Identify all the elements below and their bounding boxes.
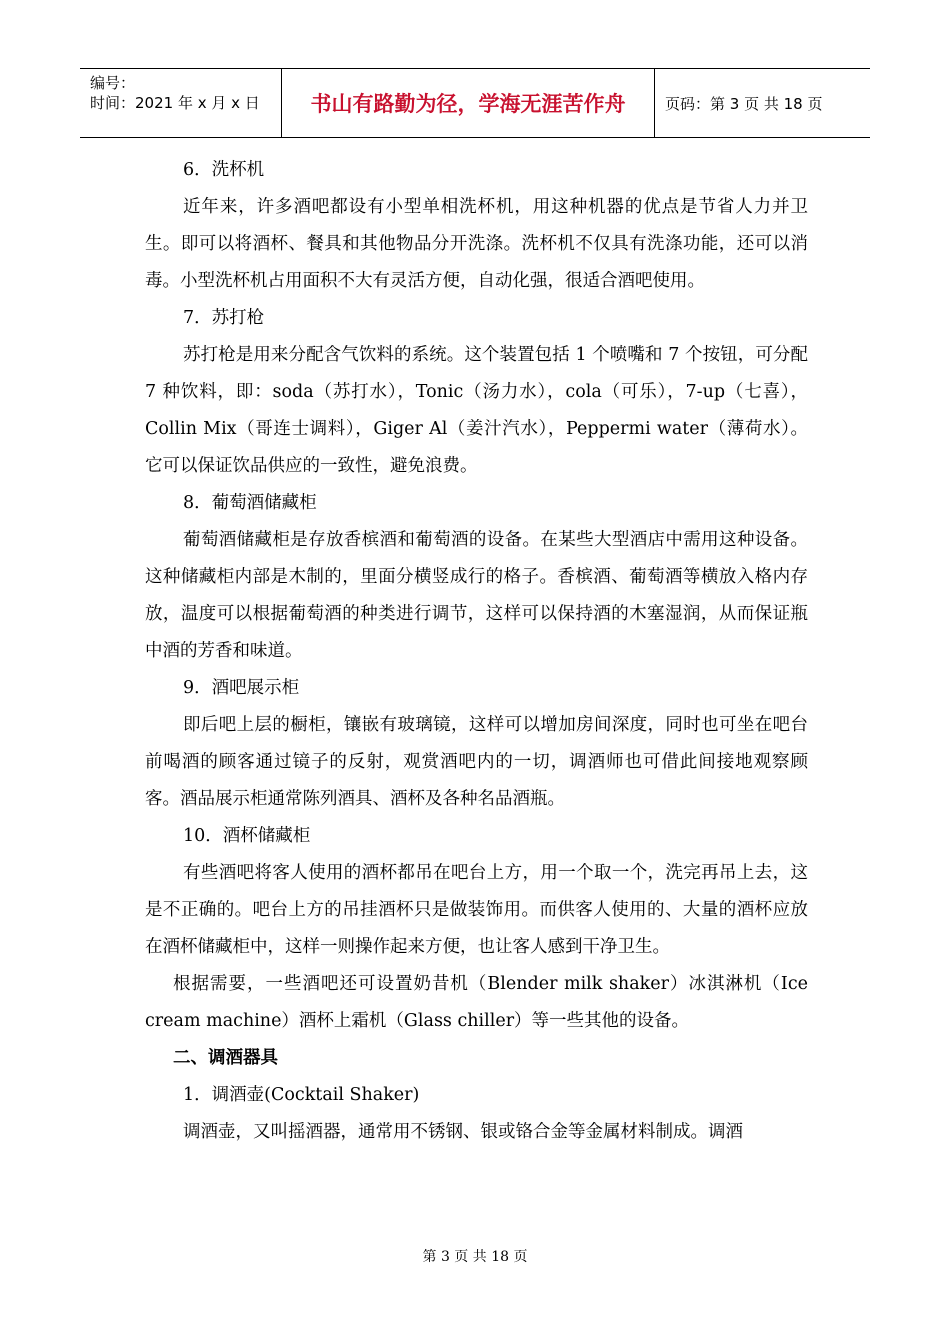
paragraph: 葡萄酒储藏柜是存放香槟酒和葡萄酒的设备。在某些大型酒店中需用这种设备。这种储藏柜内部是木制的，里面分横竖成行的格子。香槟酒、葡萄酒等横放入格内存放，温度可以根据葡萄酒的种类进行调节，这样可以保持酒的木塞湿润，从而保证瓶中酒的芳香和味道。 [145,530,808,661]
paragraph: 根据需要，一些酒吧还可设置奶昔机（Blender milk shaker）冰淇淋机（Ice cream machine）酒杯上霜机（Glass chiller）等一些其他的设备。 [145,974,808,1031]
section-heading: 10．酒杯储藏柜 [183,826,311,846]
section-heading: 1．调酒壶(Cocktail Shaker) [183,1085,420,1105]
motto: 书山有路勤为径，学海无涯苦作舟 [310,92,626,116]
section-heading: 9．酒吧展示柜 [183,678,300,698]
document-body [145,152,808,1151]
time-label: 时间：2021 年 x 月 x 日 [90,94,260,112]
header-meta [80,69,282,137]
page-info: 页码：第 3 页 共 18 页 [665,94,823,113]
section-heading: 6．洗杯机 [183,160,265,180]
section-heading: 8．葡萄酒储藏柜 [183,493,317,513]
paragraph: 近年来，许多酒吧都设有小型单相洗杯机，用这种机器的优点是节省人力并卫生。即可以将酒杯、餐具和其他物品分开洗涤。洗杯机不仅具有洗涤功能，还可以消毒。小型洗杯机占用面积不大有灵活方便，自动化强，很适合酒吧使用。 [145,197,808,291]
chapter-heading: 二、调酒器具 [173,1048,278,1068]
number-label: 编号： [90,74,136,92]
paragraph: 调酒壶，又叫摇酒器，通常用不锈钢、银或铬合金等金属材料制成。调酒 [183,1122,743,1142]
page-header [80,68,870,138]
section-heading: 7．苏打枪 [183,308,265,328]
paragraph: 苏打枪是用来分配含气饮料的系统。这个装置包括 1 个喷嘴和 7 个按钮，可分配 7 种饮料，即：soda（苏打水），Tonic（汤力水），cola（可乐），7-up（七喜），Collin Mix（哥连士调料），Giger Al（姜汁汽水），Peppermi water（薄荷水）。它可以保证饮品供应的一致性，避免浪费。 [145,345,808,476]
header-page-info [655,69,870,137]
paragraph: 即后吧上层的橱柜，镶嵌有玻璃镜，这样可以增加房间深度，同时也可坐在吧台前喝酒的顾客通过镜子的反射，观赏酒吧内的一切，调酒师也可借此间接地观察顾客。酒品展示柜通常陈列酒具、酒杯及各种名品酒瓶。 [145,715,808,809]
header-motto-cell [282,69,655,137]
page-footer [0,1246,950,1266]
paragraph: 有些酒吧将客人使用的酒杯都吊在吧台上方，用一个取一个，洗完再吊上去，这是不正确的。吧台上方的吊挂酒杯只是做装饰用。而供客人使用的、大量的酒杯应放在酒杯储藏柜中，这样一则操作起来方便，也让客人感到干净卫生。 [145,863,808,957]
footer-page-number: 第 3 页 共 18 页 [422,1249,528,1265]
